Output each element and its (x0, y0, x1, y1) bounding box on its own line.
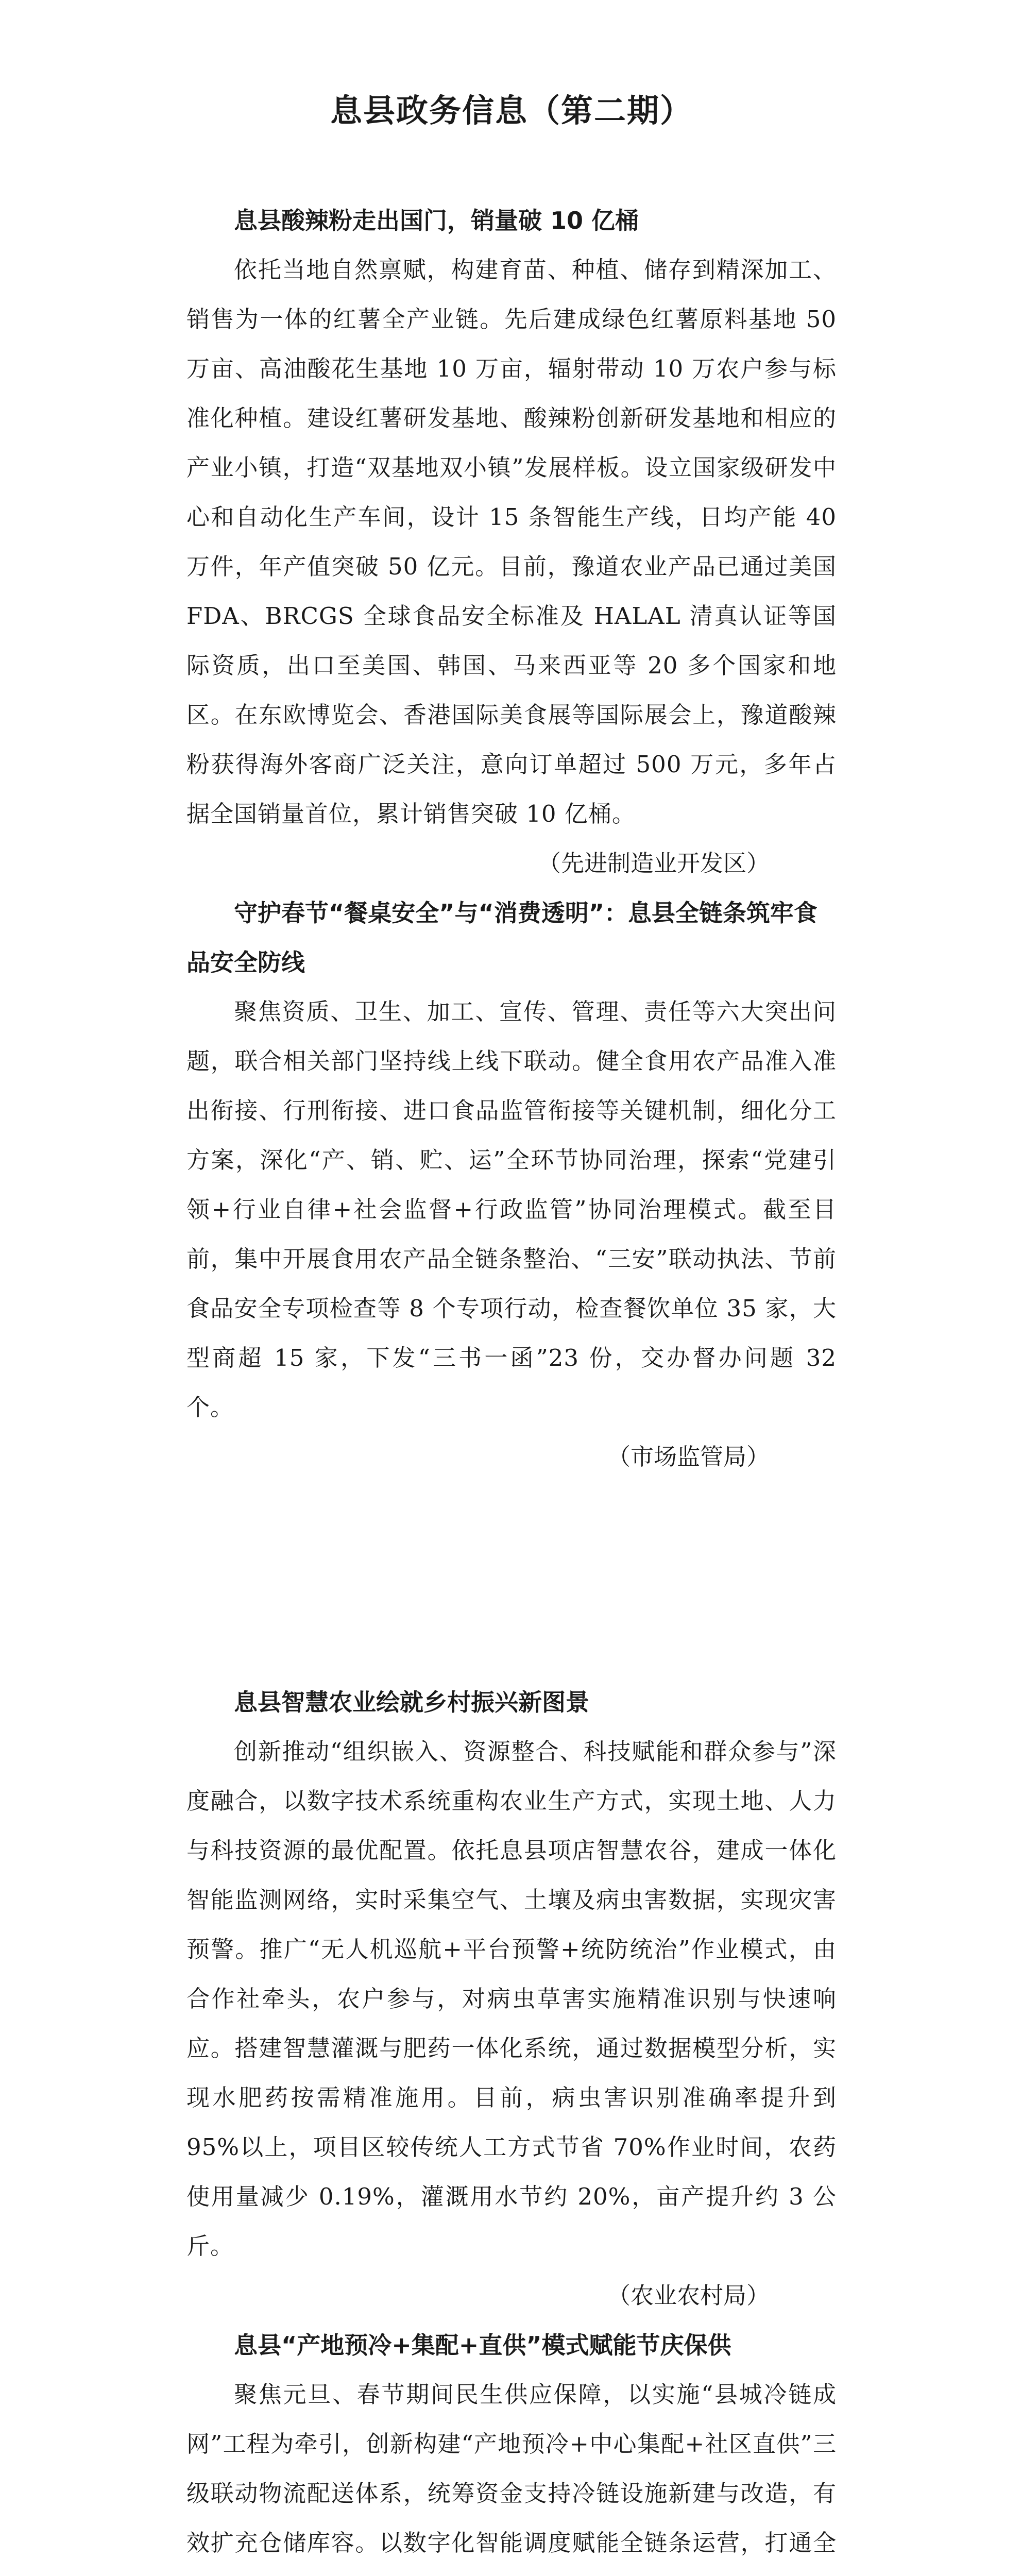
article-3 (186, 1677, 837, 2320)
article-2 (186, 888, 837, 1482)
article-title: 息县酸辣粉走出国门，销量破 10 亿桶 (234, 207, 639, 234)
article-4 (186, 2320, 837, 2576)
article-source: （农业农村局） (607, 2282, 770, 2309)
article-1 (186, 196, 837, 888)
article-title: 息县智慧农业绘就乡村振兴新图景 (234, 1688, 589, 1716)
article-body: 聚焦资质、卫生、加工、宣传、管理、责任等六大突出问题，联合相关部门坚持线上线下联动。健全食用农产品准入准出衔接、行刑衔接、进口食品监管衔接等关键机制，细化分工方案，深化“产、销、贮、运”全环节协同治理，探索“党建引领+行业自律+社会监督+行政监管”协同治理模式。截至目前，集中开展食用农产品全链条整治、“三安”联动执法、节前食品安全专项检查等 8 个专项行动，检查餐饮单位 35 家，大型商超 15 家，下发“三书一函”23 份，交办督办问题 32 个。 (186, 998, 837, 1421)
article-title: 守护春节“餐桌安全”与“消费透明”：息县全链条筑牢食品安全防线 (186, 899, 817, 976)
page-break-space (186, 1482, 837, 1677)
document-title: 息县政务信息（第二期） (330, 92, 693, 129)
article-body: 创新推动“组织嵌入、资源整合、科技赋能和群众参与”深度融合，以数字技术系统重构农业生产方式，实现土地、人力与科技资源的最优配置。依托息县项店智慧农谷，建成一体化智能监测网络，实时采集空气、土壤及病虫害数据，实现灾害预警。推广“无人机巡航+平台预警+统防统治”作业模式，由合作社牵头，农户参与，对病虫草害实施精准识别与快速响应。搭建智慧灌溉与肥药一体化系统，通过数据模型分析，实现水肥药按需精准施用。目前，病虫害识别准确率提升到 95%以上，项目区较传统人工方式节省 70%作业时间，农药使用量减少 0.19%，灌溉用水节约 20%，亩产提升约 3 公斤。 (186, 1738, 837, 2260)
article-source: （先进制造业开发区） (537, 850, 770, 877)
article-title: 息县“产地预冷+集配+直供”模式赋能节庆保供 (234, 2331, 731, 2359)
article-body: 依托当地自然禀赋，构建育苗、种植、储存到精深加工、销售为一体的红薯全产业链。先后建成绿色红薯原料基地 50 万亩、高油酸花生基地 10 万亩，辐射带动 10 万农户参与标准化种植。建设红薯研发基地、酸辣粉创新研发基地和相应的产业小镇，打造“双基地双小镇”发展样板。设立国家级研发中心和自动化生产车间，设计 15 条智能生产线，日均产能 40 万件，年产值突破 50 亿元。目前，豫道农业产品已通过美国 FDA、BRCGS 全球食品安全标准及 HALAL 清真认证等国际资质，出口至美国、韩国、马来西亚等 20 多个国家和地区。在东欧博览会、香港国际美食展等国际展会上，豫道酸辣粉获得海外客商广泛关注，意向订单超过 500 万元，多年占据全国销量首位，累计销售突破 10 亿桶。 (186, 256, 837, 827)
article-body: 聚焦元旦、春节期间民生供应保障，以实施“县城冷链成网”工程为牵引，创新构建“产地预冷+中心集配+社区直供”三级联动物流配送体系，统筹资金支持冷链设施新建与改造，有效扩充仓储库容。以数字化智能调度赋能全链条运营，打通全 (186, 2381, 837, 2556)
article-source: （市场监管局） (607, 1443, 770, 1470)
